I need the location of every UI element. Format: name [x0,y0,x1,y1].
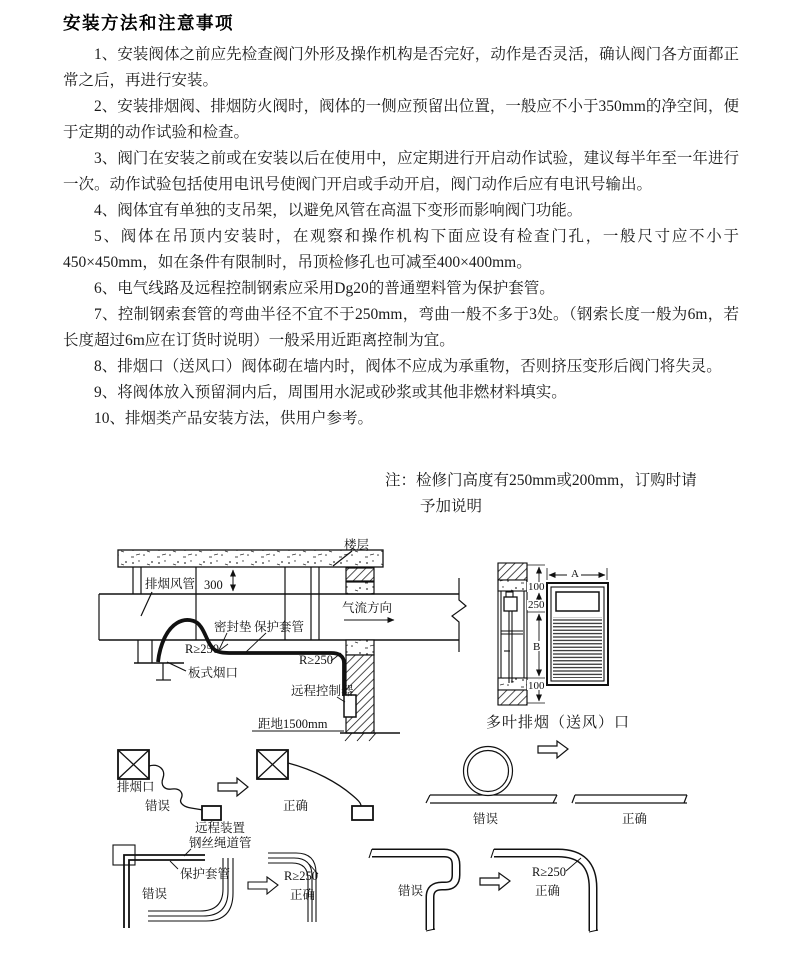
louver-caption: 多叶排烟（送风）口 [486,715,631,731]
loop-wrong-label: 错误 [473,812,499,826]
corner-correct-label: 正确 [290,888,316,902]
bend-radius-label: R≥250 [532,865,566,879]
louver-blades [553,617,602,678]
remote-controller-label: 远程控制器 [291,684,354,698]
page-title: 安装方法和注意事项 [63,13,234,33]
loop-diagram [426,741,687,826]
cable-route-diagram [117,750,373,835]
corner-sleeve-label: 保护套管 [180,867,231,881]
transform-arrow-2 [538,741,568,758]
cable-wrong-label: 错误 [145,799,171,813]
instruction-item-7: 7、控制钢索套管的弯曲半径不宜不于250mm，弯曲一般不多于3处。（钢索长度一般为6m，若长度超过6m应在订货时说明）一般采用近距离控制为宜。 [63,306,739,349]
instruction-item-2: 2、安装排烟阀、排烟防火阀时，阀体的一侧应预留出位置，一般应不小于350mm的净空间，便于定期的动作试验和检查。 [63,98,739,141]
tube-loop-outer [464,747,513,796]
bend-wrong-label: 错误 [398,884,424,898]
radius-label-2: R≥250 [299,653,333,667]
louver-wall-hatch-top [498,563,527,580]
seal-gasket-label: 密封垫 [214,620,252,634]
duct-break [452,578,466,652]
corner-wrong-label: 错误 [142,887,168,901]
plate-outlet-label: 板式烟口 [188,666,239,680]
dim-300-label: 300 [204,578,223,592]
airflow-label: 气流方向 [342,601,393,615]
transform-arrow-1 [218,778,248,796]
louver-wall-concrete-top [498,580,527,591]
order-note [385,468,745,520]
louver-outlet-diagram [486,563,630,731]
instruction-item-8: 8、排烟口（送风口）阀体砌在墙内时，阀体不应成为承重物，否则挤压变形后阀门将失灵。 [94,358,722,375]
dim-B: B [533,641,541,653]
bend-diagram [369,849,598,932]
lower-wall-concrete [346,640,374,655]
instruction-item-10: 10、排烟类产品安装方法，供用户参考。 [94,410,374,427]
remote-device-box-wrong [202,806,221,820]
instruction-item-3: 3、阀门在安装之前或在安装以后在使用中，应定期进行开启动作试验，建议每半年至一年进行一次。动作试验包括使用电讯号使阀门开启或手动开启，阀门动作后应有电讯号输出。 [63,150,739,193]
corner-diagram [113,836,318,928]
order-note-line1: 注：检修门高度有250mm或200mm，订购时请 [385,472,697,489]
upper-wall-hatch [346,568,374,581]
dim-250: 250 [528,599,545,611]
dim-bottom-100: 100 [528,680,545,692]
smoke-outlet-label: 排烟口 [117,780,155,794]
instruction-list [63,42,739,432]
louver-motor [504,597,517,611]
height-label: 距地1500mm [258,717,328,731]
floor-label: 楼层 [344,538,370,552]
wire-conduit-label: 钢丝绳道管 [189,836,252,850]
upper-wall-concrete [346,582,374,594]
section-diagram [99,537,466,741]
installation-diagrams [0,530,800,962]
instruction-item-1: 1、安装阀体之前应先检查阀门外形及操作机构是否完好，动作是否灵活，确认阀门各方面都正常之后，再进行安装。 [63,46,739,89]
instruction-item-5: 5、阀体在吊顶内安装时，在观察和操作机构下面应设有检查门孔，一般尺寸应不小于450×450mm，如在条件有限制时，吊顶检修孔也可减至400×400mm。 [63,228,739,271]
instruction-item-9: 9、将阀体放入预留洞内后，周围用水泥或砂浆或其他非燃材料填实。 [94,384,567,401]
sleeve-label: 保护套管 [254,620,305,634]
cable-correct-label: 正确 [283,799,309,813]
instruction-item-6: 6、电气线路及远程控制钢索应采用Dg20的普通塑料管为保护套管。 [94,280,555,297]
bend-correct-label: 正确 [535,884,561,898]
order-note-line2: 予加说明 [420,498,483,515]
remote-controller-box [344,695,356,717]
louver-wall-hatch-bottom [498,690,527,705]
instruction-item-4: 4、阀体宜有单独的支吊架，以避免风管在高温下变形而影响阀门功能。 [94,202,583,219]
tube-loop-inner [468,751,509,792]
remote-device-box-correct [352,806,373,820]
transform-arrow-3 [248,877,278,894]
radius-label-1: R≥250 [185,642,219,656]
duct-label: 排烟风管 [145,577,196,591]
transform-arrow-4 [480,873,510,890]
remote-device-label: 远程装置 [195,821,246,835]
dim-top-100: 100 [528,581,545,593]
dim-A: A [571,568,579,580]
corner-radius-label: R≥250 [284,869,318,883]
loop-correct-label: 正确 [622,812,648,826]
